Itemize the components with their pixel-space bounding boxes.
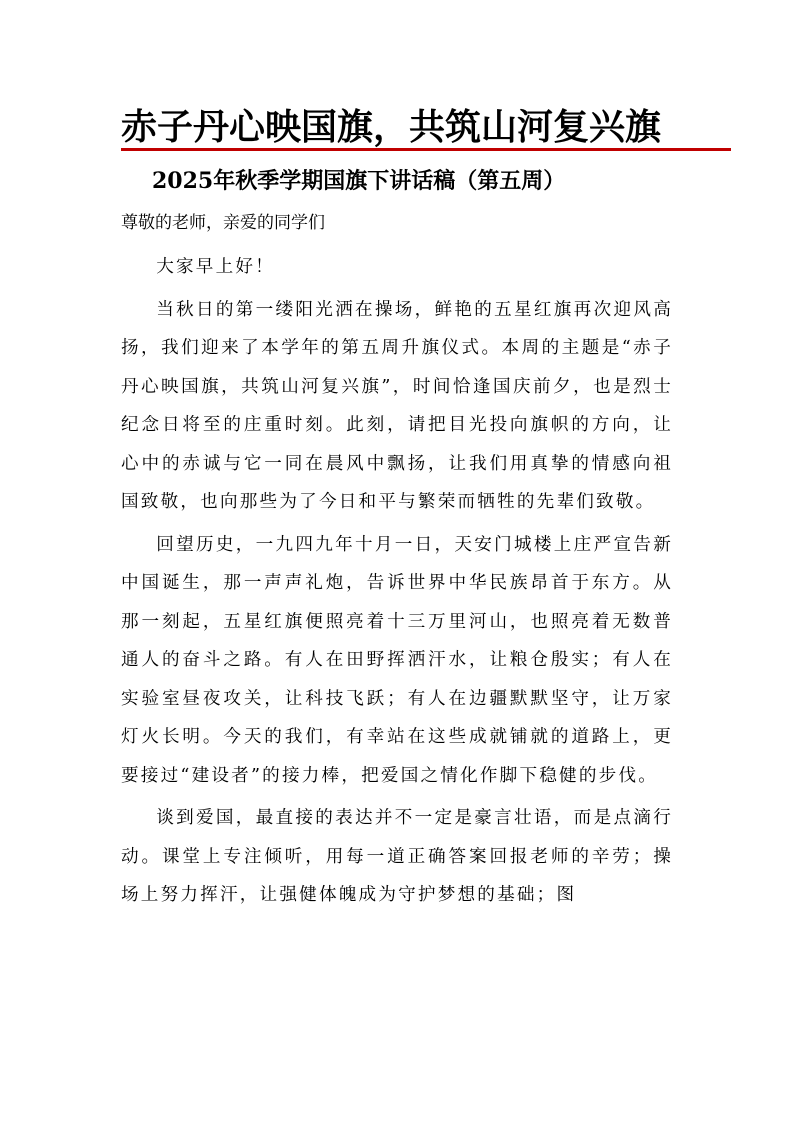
body-paragraph: 回望历史，一九四九年十月一日，天安门城楼上庄严宣告新中国诞生，那一声声礼炮，告诉世界中华民族昂首于东方。从那一刻起，五星红旗便照亮着十三万里河山，也照亮着无数普通人的奋斗之路。有人在田野挥洒汗水，让粮仓殷实；有人在实验室昼夜攻关，让科技飞跃；有人在边疆默默坚守，让万家灯火长明。今天的我们，有幸站在这些成就铺就的道路上，更要接过“建设者”的接力棒，把爱国之情化作脚下稳健的步伐。 [121, 534, 673, 786]
salutation: 尊敬的老师，亲爱的同学们 [121, 213, 325, 233]
document-subtitle: 2025年秋季学期国旗下讲话稿（第五周） [152, 168, 566, 194]
title-underline [121, 148, 731, 151]
body-paragraph: 当秋日的第一缕阳光洒在操场，鲜艳的五星红旗再次迎风高扬，我们迎来了本学年的第五周升旗仪式。本周的主题是“赤子丹心映国旗，共筑山河复兴旗”，时间恰逢国庆前夕，也是烈士纪念日将至的庄重时刻。此刻，请把目光投向旗帜的方向，让心中的赤诚与它一同在晨风中飘扬，让我们用真挚的情感向祖国致敬，也向那些为了今日和平与繁荣而牺牲的先辈们致敬。 [121, 299, 673, 512]
document-title: 赤子丹心映国旗，共筑山河复兴旗 [121, 107, 662, 148]
speech-body [121, 248, 673, 919]
greeting-paragraph: 大家早上好！ [156, 257, 275, 277]
body-paragraph: 谈到爱国，最直接的表达并不一定是豪言壮语，而是点滴行动。课堂上专注倾听，用每一道正确答案回报老师的辛劳；操场上努力挥汗，让强健体魄成为守护梦想的基础；图 [121, 808, 673, 905]
